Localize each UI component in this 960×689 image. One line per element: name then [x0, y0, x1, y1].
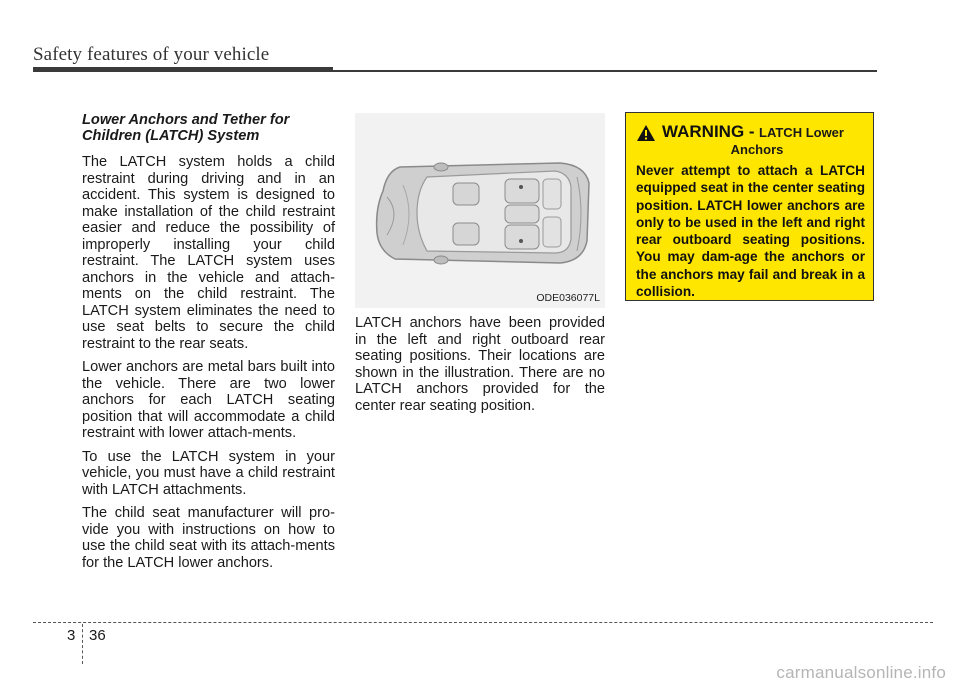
car-latch-illustration: [355, 113, 605, 308]
paragraph: The LATCH system holds a child restraint during driving and in an accident. This system is designed to make installation of the child restraint easier and reduce the possibility of improperly installing your child restraint. The LATCH system uses anchors in the vehicle and attach-ments on the child restraint. The LATCH system eliminates the need to use seat belts to secure the child restraint to the rear seats.: [82, 154, 335, 352]
paragraph: LATCH anchors have been provided in the left and right outboard rear seating positions. Their locations are shown in the illustration. There are no LATCH anchors provided for the center rear seating position.: [355, 315, 605, 414]
page-chapter: 3: [67, 627, 76, 644]
warning-title-line1: LATCH Lower: [759, 125, 844, 140]
figure-code: ODE036077L: [536, 292, 600, 304]
footer-divider: [82, 624, 83, 664]
header-rule-thick: [33, 67, 333, 72]
header-title: Safety features of your vehicle: [33, 44, 270, 65]
watermark: carmanualsonline.info: [776, 663, 946, 682]
paragraph: Lower anchors are metal bars built into the vehicle. There are two lower anchors for each LATCH seating position that will accommodate a child restraint with lower attach-ments.: [82, 359, 335, 441]
footer-rule: [33, 622, 933, 623]
paragraph: The child seat manufacturer will pro-vide you with instructions on how to use the child seat with its attach-ments for the LATCH lower anchors.: [82, 505, 335, 571]
warning-box: [625, 112, 874, 301]
header-rule-thin: [333, 70, 877, 72]
car-top-view-icon: [355, 113, 605, 308]
column-2: [355, 315, 605, 421]
page-number: 36: [89, 627, 106, 644]
warning-body: Never attempt to attach a LATCH equipped seat in the center seating position. LATCH lower anchors are only to be used in the left and right rear outboard seating positions. You may dam-age the anchors or the anchors may fail and break in a collision.: [636, 163, 865, 300]
paragraph: To use the LATCH system in your vehicle, you must have a child restraint with LATCH attachments.: [82, 448, 335, 498]
warning-header: [636, 123, 865, 158]
warning-label: WARNING -: [662, 122, 755, 141]
section-heading: Lower Anchors and Tether for Children (LATCH) System: [82, 112, 290, 144]
warning-triangle-icon: [636, 124, 656, 142]
warning-title-line2: Anchors: [730, 142, 784, 157]
column-1: [82, 112, 335, 578]
